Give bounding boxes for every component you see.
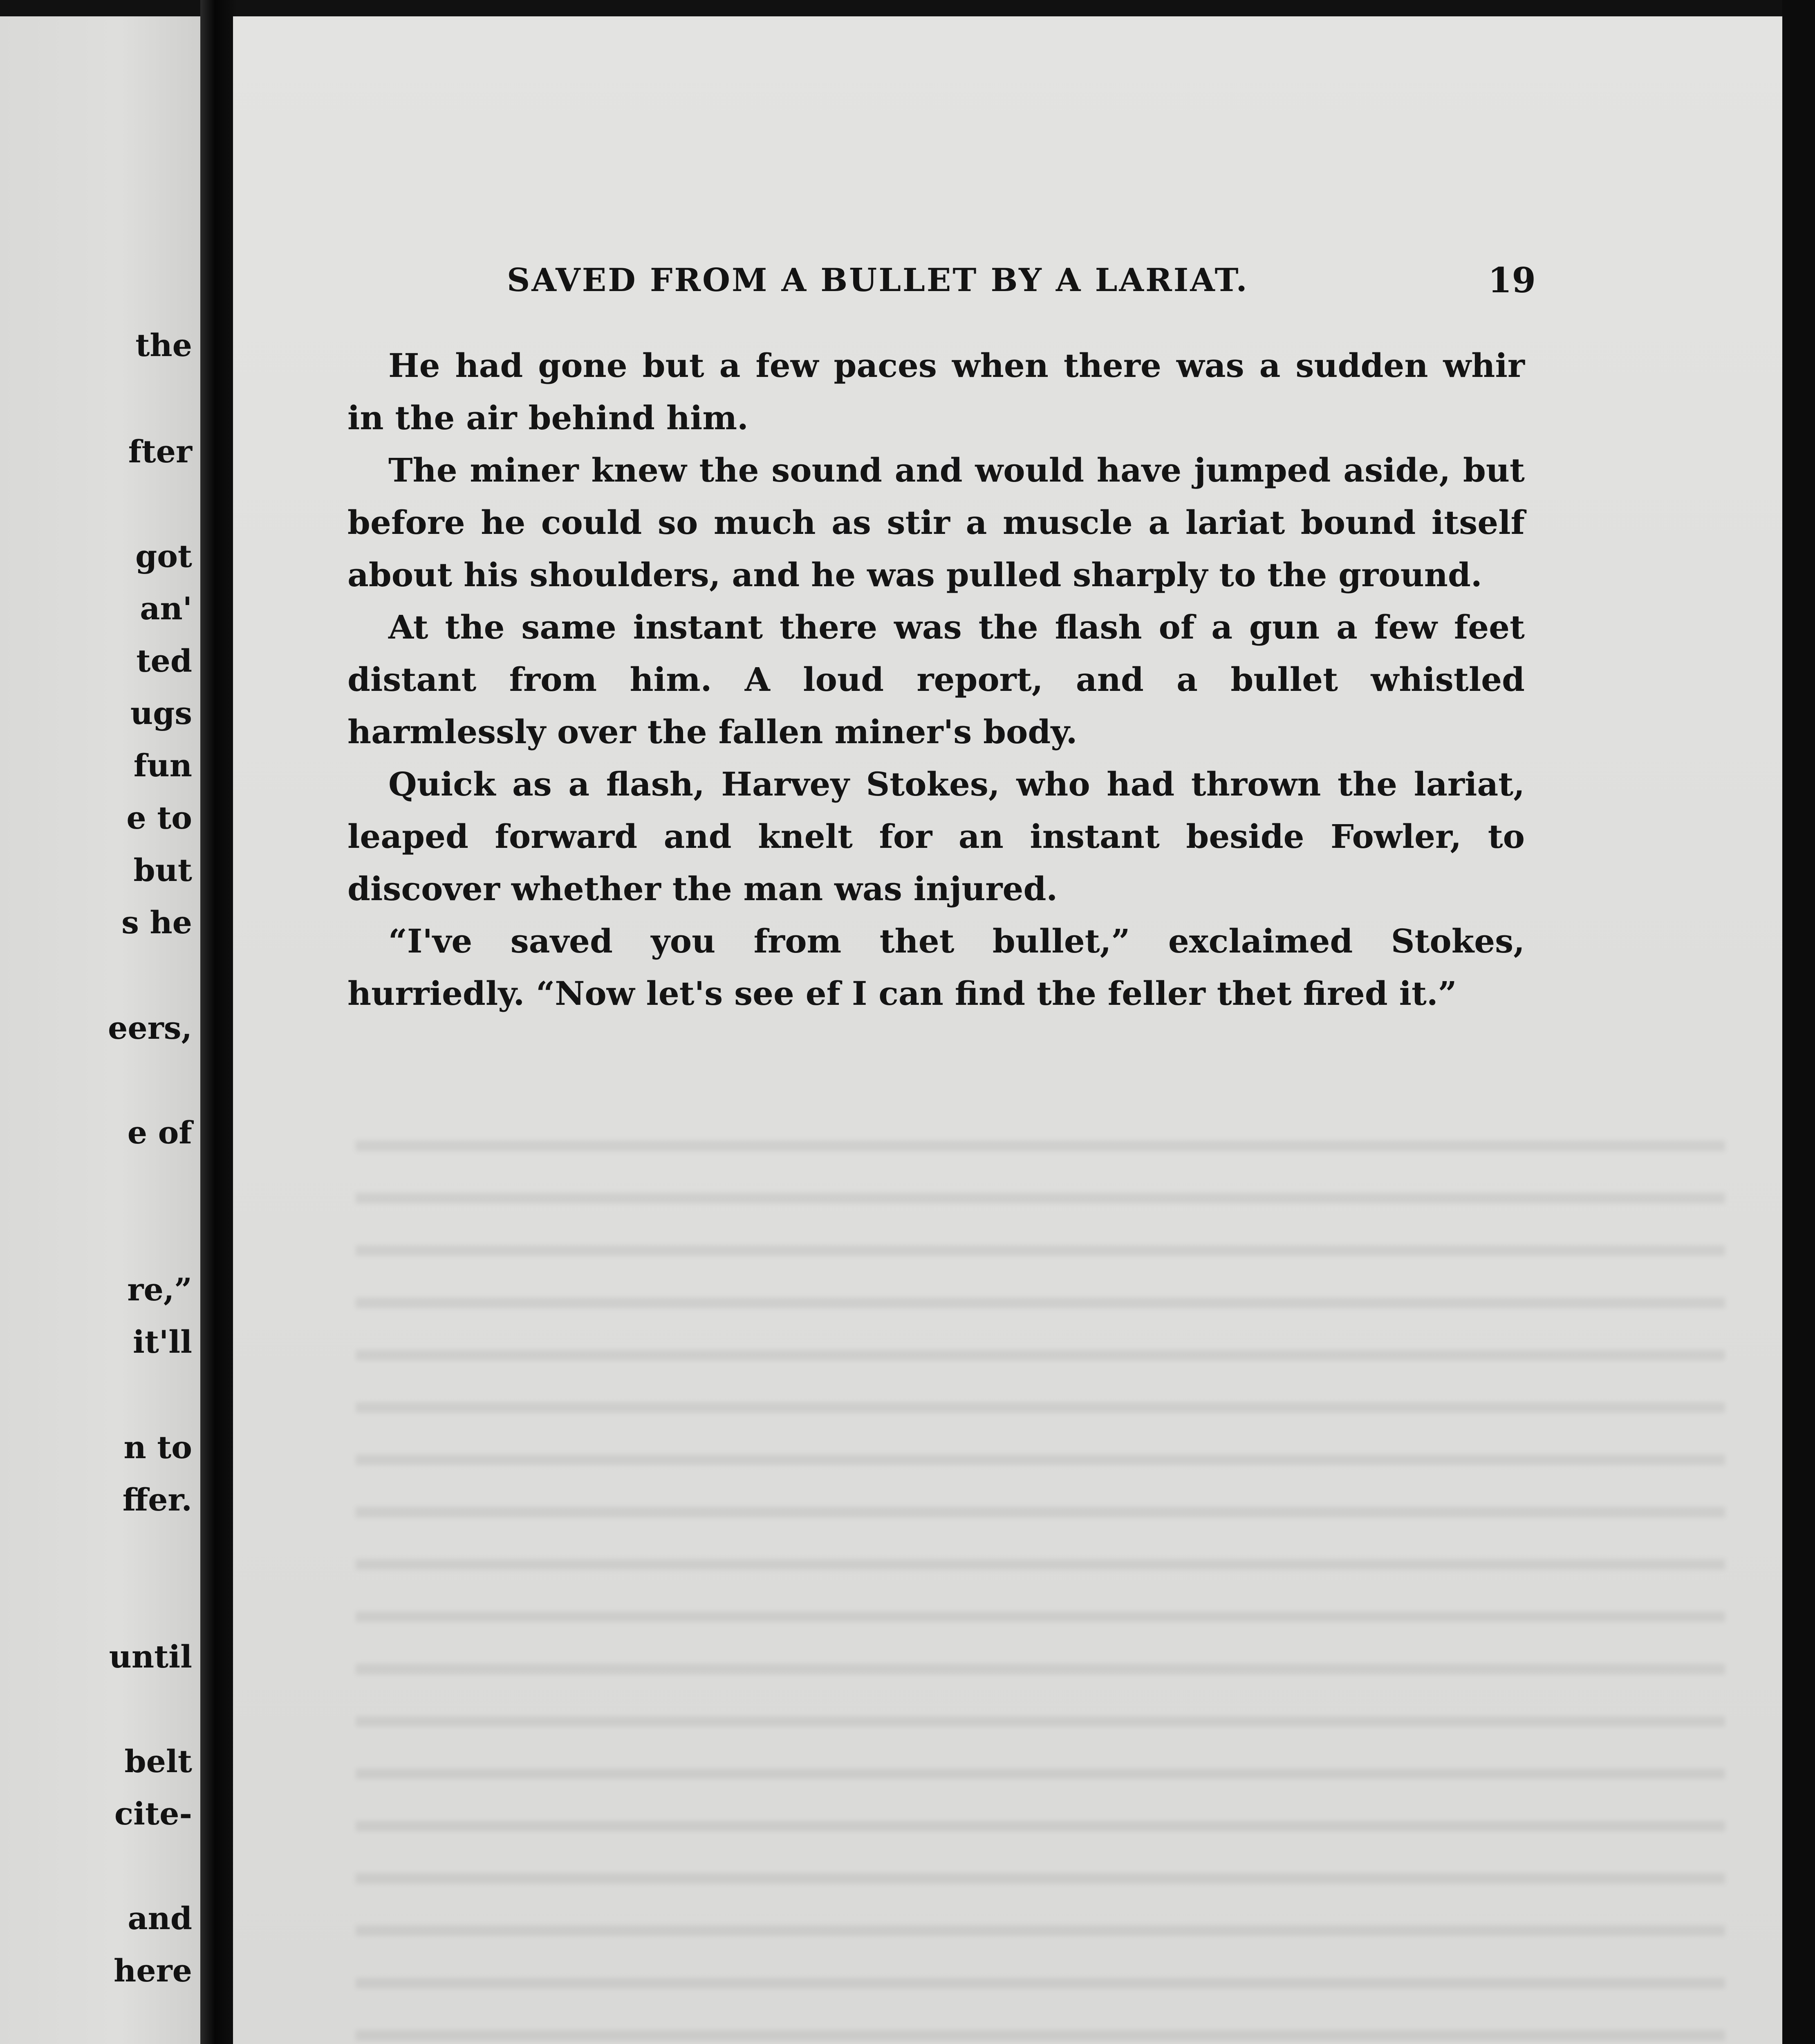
facing-page-line-fragment: ffer. [122,1481,192,1518]
body-text [347,339,1525,1020]
facing-page-line-fragment: ugs [130,695,192,731]
facing-page-line-fragment: it'll [133,1324,192,1360]
paragraph: He had gone but a few paces when there was a sudden whir in the air behind him. [347,346,1525,437]
paragraph: Quick as a flash, Harvey Stokes, who had thrown the lariat, leaped forward and knelt for an instant beside Fowler, to discover whether the man was injured. [347,765,1525,908]
facing-page-line-fragment: eers, [108,1010,192,1046]
facing-page-line-fragment: an' [140,590,192,627]
facing-page-line-fragment: the [135,327,192,363]
facing-page-line-fragment: re,” [127,1271,192,1308]
page-edge-shadow [1782,0,1815,2044]
running-head-title: SAVED FROM A BULLET BY A LARIAT. [507,262,1249,299]
facing-page-line-fragment: got [135,538,192,574]
facing-page-fragment [0,16,200,2044]
facing-page-line-fragment: e of [127,1114,192,1151]
facing-page-line-fragment: and [128,1900,192,1936]
show-through-text [356,1112,1725,2044]
facing-page-line-fragment: fter [128,433,192,470]
facing-page-line-fragment: but [133,852,192,888]
facing-page-line-fragment: n to [123,1429,192,1466]
facing-page-line-fragment: s he [121,904,192,941]
facing-page-line-fragment: fun [133,747,192,784]
book-page [233,16,1782,2044]
facing-page-line-fragment: until [109,1638,192,1675]
facing-page-line-fragment: ted [136,643,192,679]
facing-page-line-fragment: here [113,1952,192,1989]
page-number: 19 [1488,260,1536,300]
paragraph: The miner knew the sound and would have jumped aside, but before he could so much as stir a muscle a lariat bound itself about his shoulders, and he was pulled sharply to the ground. [347,451,1525,594]
facing-page-line-fragment: e to [126,800,192,836]
facing-page-line-fragment: cite- [114,1795,192,1832]
book-gutter [200,0,237,2044]
facing-page-line-fragment: belt [124,1743,192,1780]
paragraph: “I've saved you from thet bullet,” exclaimed Stokes, hurriedly. “Now let's see ef I can find the feller thet fired it.” [347,922,1525,1013]
paragraph: At the same instant there was the flash of a gun a few feet distant from him. A loud report, and a bullet whistled harmlessly over the fallen miner's body. [347,608,1525,751]
